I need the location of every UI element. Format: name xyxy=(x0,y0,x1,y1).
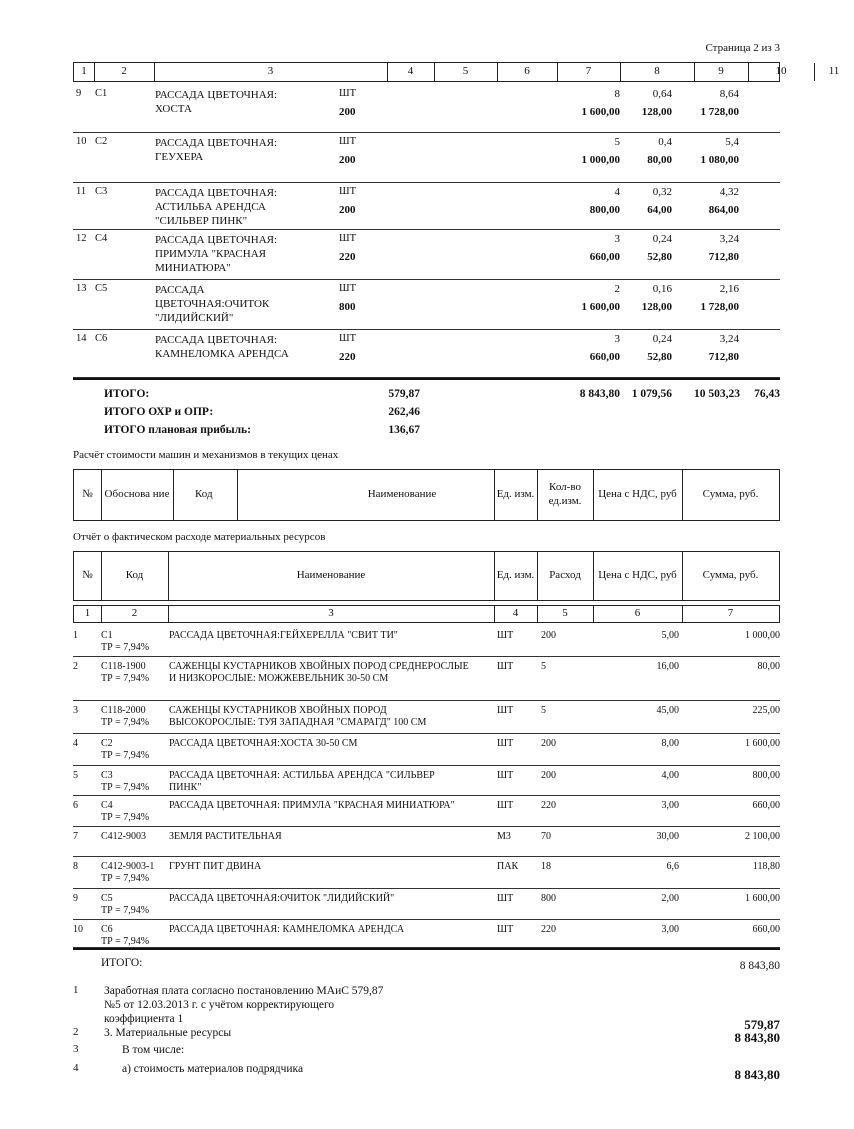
mat-row-code xyxy=(101,893,149,917)
row-name-line: РАССАДА ЦВЕТОЧНАЯ: xyxy=(155,137,278,149)
t1-h11: 11 xyxy=(828,65,840,78)
mat-row-sum: 1 600,00 xyxy=(745,893,780,904)
mat-row-tr: ТР = 7,94% xyxy=(101,812,150,823)
mat-h-sum: Сумма, руб. xyxy=(702,569,759,582)
row-qty: 220 xyxy=(339,351,356,363)
row-qty: 200 xyxy=(339,154,356,166)
mat-row-name-line1: РАССАДА ЦВЕТОЧНАЯ:ОЧИТОК "ЛИДИЙСКИЙ" xyxy=(169,893,395,904)
row-code: С6 xyxy=(95,333,108,344)
mat-row-unit: ШТ xyxy=(497,800,514,811)
row-c8-rate: 3 xyxy=(614,233,620,245)
mat-n5: 5 xyxy=(562,607,568,620)
summary-value: 8 843,80 xyxy=(734,1030,780,1045)
row-name xyxy=(155,88,277,116)
m-h-num: № xyxy=(82,488,93,501)
row-code: С4 xyxy=(95,233,108,244)
table1-row xyxy=(73,279,780,330)
row-c10-rate: 5,4 xyxy=(725,136,739,148)
mat-row-qty: 5 xyxy=(541,661,546,672)
mat-row-price: 8,00 xyxy=(661,738,679,749)
m-h-qty: Кол-во ед.изм. xyxy=(548,481,582,507)
row-name-line: "ЛИДИЙСКИЙ" xyxy=(155,312,234,324)
row-c10-amount: 1 728,00 xyxy=(700,301,739,313)
mat-row-code-text: С118-2000 xyxy=(101,705,146,716)
t1-h1: 1 xyxy=(81,65,87,78)
mat-row-price: 30,00 xyxy=(656,831,679,842)
row-c8-amount: 800,00 xyxy=(589,204,620,216)
mat-row-name-line2: И НИЗКОРОСЛЫЕ: МОЖЖЕВЕЛЬНИК 30-50 СМ xyxy=(169,673,389,684)
mat-row-name xyxy=(169,800,455,812)
summary-line: коэффициента 1 xyxy=(104,1013,184,1025)
row-c10-rate: 2,16 xyxy=(719,283,739,295)
mat-row-number: 8 xyxy=(73,861,78,872)
t1-h2: 2 xyxy=(121,65,127,78)
mat-row-qty: 200 xyxy=(541,738,556,749)
row-name xyxy=(155,186,277,228)
summary-line: 3. Материальные ресурсы xyxy=(104,1027,232,1039)
table1-row xyxy=(73,329,780,378)
mat-row-code-text: С4 xyxy=(101,800,113,811)
table1-row xyxy=(73,182,780,230)
row-c10-amount: 712,80 xyxy=(708,251,739,263)
row-name-line: ХОСТА xyxy=(155,103,192,115)
summary-line: а) стоимость материалов подрядчика xyxy=(122,1063,304,1075)
materials-total-value: 8 843,80 xyxy=(739,960,780,972)
mat-row-code xyxy=(101,705,149,729)
mat-h-unit: Ед. изм. xyxy=(496,569,535,582)
materials-row xyxy=(73,627,780,657)
summary-number: 2 xyxy=(73,1026,79,1038)
row-unit: ШТ xyxy=(339,88,357,99)
row-name-line: АСТИЛЬБА АРЕНДСА xyxy=(155,201,266,213)
materials-row xyxy=(73,890,780,920)
summary-value: 8 843,80 xyxy=(734,1067,780,1082)
mat-row-name xyxy=(169,770,435,794)
total-v5: 579,87 xyxy=(388,388,420,400)
mat-row-code xyxy=(101,800,149,824)
mat-row-sum: 80,00 xyxy=(757,661,780,672)
row-c9-amount: 80,00 xyxy=(647,154,672,166)
summary-line: №5 от 12.03.2013 г. с учётом корректирующего xyxy=(104,999,335,1011)
m-h-name: Наименование xyxy=(367,488,437,501)
mat-row-tr: ТР = 7,94% xyxy=(101,782,150,793)
row-c8-amount: 1 600,00 xyxy=(581,301,620,313)
row-c8-amount: 1 600,00 xyxy=(581,106,620,118)
mat-h-name: Наименование xyxy=(296,569,366,582)
profit-label: ИТОГО плановая прибыль: xyxy=(104,424,251,436)
mat-h-num: № xyxy=(82,569,93,582)
mat-row-qty: 200 xyxy=(541,770,556,781)
mat-row-price: 4,00 xyxy=(661,770,679,781)
mat-row-name xyxy=(169,630,398,642)
materials-row xyxy=(73,658,780,701)
mat-row-unit: ШТ xyxy=(497,893,514,904)
m-h-code: Код xyxy=(195,488,213,501)
row-c9-amount: 128,00 xyxy=(641,301,672,313)
row-c10-rate: 8,64 xyxy=(719,88,739,100)
mat-row-number: 1 xyxy=(73,630,78,641)
row-name-line: ГЕУХЕРА xyxy=(155,151,204,163)
table1-row xyxy=(73,229,780,280)
mat-row-qty: 70 xyxy=(541,831,551,842)
table1-row xyxy=(73,132,780,183)
row-c9-rate: 0,64 xyxy=(652,88,672,100)
summary-number: 3 xyxy=(73,1043,79,1055)
mat-row-name xyxy=(169,705,426,729)
mat-n4: 4 xyxy=(512,607,519,620)
mat-row-unit: ШТ xyxy=(497,705,514,716)
row-c9-amount: 52,80 xyxy=(647,251,672,263)
materials-row xyxy=(73,735,780,766)
summary-value: 579,87 xyxy=(744,1017,780,1032)
mat-row-name-line1: ЗЕМЛЯ РАСТИТЕЛЬНАЯ xyxy=(169,831,282,842)
summary-text xyxy=(104,984,383,1026)
row-c8-rate: 8 xyxy=(614,88,620,100)
row-name xyxy=(155,233,277,275)
row-c8-rate: 2 xyxy=(614,283,620,295)
mat-row-unit: ШТ xyxy=(497,924,514,935)
materials-numbers-row xyxy=(73,605,780,623)
mat-row-name-line1: РАССАДА ЦВЕТОЧНАЯ: АСТИЛЬБА АРЕНДСА "СИЛЬВЕР xyxy=(169,770,435,781)
row-name-line: РАССАДА ЦВЕТОЧНАЯ: xyxy=(155,187,278,199)
row-unit: ШТ xyxy=(339,233,357,244)
row-c10-rate: 3,24 xyxy=(719,233,739,245)
total-v8: 8 843,80 xyxy=(579,388,620,400)
summary-number: 4 xyxy=(73,1062,79,1074)
mat-row-unit: ШТ xyxy=(497,738,514,749)
row-qty: 200 xyxy=(339,204,356,216)
mat-row-sum: 2 100,00 xyxy=(745,831,780,842)
mat-row-number: 6 xyxy=(73,800,78,811)
mat-row-number: 10 xyxy=(73,924,83,935)
mat-row-sum: 800,00 xyxy=(752,770,780,781)
row-c8-rate: 4 xyxy=(614,186,620,198)
machines-title: Расчёт стоимости машин и механизмов в текущих ценах xyxy=(73,449,339,461)
row-number: 10 xyxy=(76,136,87,147)
t1-h9: 9 xyxy=(718,65,724,78)
materials-row xyxy=(73,921,780,948)
row-name-line: ПРИМУЛА "КРАСНАЯ xyxy=(155,248,266,260)
mat-row-price: 16,00 xyxy=(656,661,679,672)
mat-row-code xyxy=(101,770,149,794)
mat-row-name xyxy=(169,831,282,843)
row-c9-amount: 128,00 xyxy=(641,106,672,118)
row-qty: 220 xyxy=(339,251,356,263)
mat-n2: 2 xyxy=(131,607,138,620)
t1-h6: 6 xyxy=(524,65,530,78)
mat-row-sum: 118,80 xyxy=(752,861,780,872)
row-c9-rate: 0,24 xyxy=(652,233,672,245)
t1-h5: 5 xyxy=(462,65,469,78)
mat-row-price: 5,00 xyxy=(661,630,679,641)
mat-row-name-line1: РАССАДА ЦВЕТОЧНАЯ: КАМНЕЛОМКА АРЕНДСА xyxy=(169,924,405,935)
mat-h-price: Цена с НДС, руб xyxy=(598,569,677,582)
profit-value: 136,67 xyxy=(388,424,420,436)
materials-row xyxy=(73,858,780,889)
mat-row-sum: 1 000,00 xyxy=(745,630,780,641)
materials-row xyxy=(73,828,780,857)
mat-row-name-line1: РАССАДА ЦВЕТОЧНАЯ:ГЕЙХЕРЕЛЛА "СВИТ ТИ" xyxy=(169,630,398,641)
row-c10-rate: 3,24 xyxy=(719,333,739,345)
mat-row-name-line1: САЖЕНЦЫ КУСТАРНИКОВ ХВОЙНЫХ ПОРОД xyxy=(169,705,387,716)
mat-row-name xyxy=(169,893,394,905)
summary-line: В том числе: xyxy=(122,1044,185,1056)
row-name xyxy=(155,283,269,325)
row-name-line: КАМНЕЛОМКА АРЕНДСА xyxy=(155,348,289,360)
mat-row-name xyxy=(169,861,261,873)
m-h-basis: Обоснова ние xyxy=(104,488,170,501)
mat-row-number: 9 xyxy=(73,893,78,904)
table1-header xyxy=(73,62,840,82)
mat-row-tr: ТР = 7,94% xyxy=(101,905,150,916)
mat-row-unit: М3 xyxy=(497,831,511,842)
row-c9-rate: 0,32 xyxy=(652,186,672,198)
row-unit: ШТ xyxy=(339,136,357,147)
mat-h-qty: Расход xyxy=(549,569,581,582)
row-name xyxy=(155,136,277,164)
mat-row-unit: ПАК xyxy=(497,861,519,872)
materials-title: Отчёт о фактическом расходе материальных ресурсов xyxy=(73,531,326,543)
row-code: С5 xyxy=(95,283,108,294)
mat-row-tr: ТР = 7,94% xyxy=(101,673,150,684)
mat-row-number: 3 xyxy=(73,705,78,716)
row-c8-rate: 5 xyxy=(614,136,620,148)
summary-line: Заработная плата согласно постановлению МАиС 579,87 xyxy=(104,985,384,997)
row-number: 9 xyxy=(76,88,82,99)
mat-row-code xyxy=(101,661,149,685)
mat-row-code-text: С3 xyxy=(101,770,113,781)
row-c8-rate: 3 xyxy=(614,333,620,345)
row-qty: 800 xyxy=(339,301,356,313)
materials-row xyxy=(73,797,780,827)
row-c10-amount: 1 080,00 xyxy=(700,154,739,166)
summary-text xyxy=(122,1062,303,1076)
overhead-value: 262,46 xyxy=(388,406,420,418)
row-unit: ШТ xyxy=(339,283,357,294)
t1-h8: 8 xyxy=(654,65,660,78)
mat-row-code-text: С6 xyxy=(101,924,113,935)
mat-row-name-line2: ПИНК" xyxy=(169,782,202,793)
mat-row-qty: 5 xyxy=(541,705,546,716)
mat-row-name-line1: ГРУНТ ПИТ ДВИНА xyxy=(169,861,262,872)
table1-row xyxy=(73,84,780,133)
mat-row-sum: 660,00 xyxy=(752,924,780,935)
row-unit: ШТ xyxy=(339,186,357,197)
row-c10-amount: 712,80 xyxy=(708,351,739,363)
mat-row-name-line1: РАССАДА ЦВЕТОЧНАЯ: ПРИМУЛА "КРАСНАЯ МИНИАТЮРА" xyxy=(169,800,455,811)
t1-h7: 7 xyxy=(585,65,592,78)
row-name-line: МИНИАТЮРА" xyxy=(155,262,231,274)
mat-row-name-line1: САЖЕНЦЫ КУСТАРНИКОВ ХВОЙНЫХ ПОРОД СРЕДНЕРОСЛЫЕ xyxy=(169,661,469,672)
row-c9-rate: 0,24 xyxy=(652,333,672,345)
mat-row-tr: ТР = 7,94% xyxy=(101,873,150,884)
mat-row-qty: 18 xyxy=(541,861,551,872)
row-c8-amount: 1 000,00 xyxy=(581,154,620,166)
summary-text xyxy=(104,1026,231,1040)
row-number: 13 xyxy=(76,283,87,294)
materials-row xyxy=(73,767,780,796)
row-name-line: "СИЛЬВЕР ПИНК" xyxy=(155,215,248,227)
mat-row-name xyxy=(169,738,357,750)
mat-row-code-text: С5 xyxy=(101,893,113,904)
row-code: С3 xyxy=(95,186,108,197)
mat-row-number: 7 xyxy=(73,831,78,842)
row-name-line: ЦВЕТОЧНАЯ:ОЧИТОК xyxy=(155,298,270,310)
summary-number: 1 xyxy=(73,984,79,996)
row-number: 14 xyxy=(76,333,87,344)
mat-row-qty: 220 xyxy=(541,800,556,811)
mat-row-code-text: С2 xyxy=(101,738,113,749)
mat-row-name xyxy=(169,924,404,936)
row-c8-amount: 660,00 xyxy=(589,251,620,263)
mat-row-code-text: С412-9003-1 xyxy=(101,861,155,872)
mat-row-code-text: С412-9003 xyxy=(101,831,146,842)
t1-h4: 4 xyxy=(407,65,414,78)
materials-header xyxy=(73,551,780,601)
total-v10: 10 503,23 xyxy=(694,388,740,400)
row-name-line: РАССАДА ЦВЕТОЧНАЯ: xyxy=(155,89,278,101)
mat-n6: 6 xyxy=(634,607,641,620)
mat-row-sum: 225,00 xyxy=(752,705,780,716)
mat-n7: 7 xyxy=(727,607,734,620)
mat-row-tr: ТР = 7,94% xyxy=(101,717,150,728)
mat-row-sum: 1 600,00 xyxy=(745,738,780,749)
m-h-sum: Сумма, руб. xyxy=(702,488,759,501)
total-v9: 1 079,56 xyxy=(631,388,672,400)
total-v11: 76,43 xyxy=(754,388,780,400)
row-c10-amount: 1 728,00 xyxy=(700,106,739,118)
mat-n3: 3 xyxy=(328,607,334,620)
summary-text xyxy=(122,1043,184,1057)
t1-h3: 3 xyxy=(267,65,274,78)
mat-row-name-line1: РАССАДА ЦВЕТОЧНАЯ:ХОСТА 30-50 СМ xyxy=(169,738,358,749)
page-label: Страница 2 из 3 xyxy=(705,42,780,54)
mat-row-unit: ШТ xyxy=(497,770,514,781)
mat-row-qty: 220 xyxy=(541,924,556,935)
row-name-line: РАССАДА ЦВЕТОЧНАЯ: xyxy=(155,234,278,246)
mat-h-code: Код xyxy=(125,569,144,582)
row-unit: ШТ xyxy=(339,333,357,344)
materials-total-label: ИТОГО: xyxy=(101,957,143,969)
row-c9-rate: 0,4 xyxy=(658,136,672,148)
row-name-line: РАССАДА xyxy=(155,284,205,296)
mat-row-code xyxy=(101,738,149,762)
row-name xyxy=(155,333,289,361)
mat-row-code-text: С1 xyxy=(101,630,113,641)
overhead-label: ИТОГО ОХР и ОПР: xyxy=(104,406,214,418)
m-h-price: Цена с НДС, руб xyxy=(598,488,677,501)
mat-row-price: 3,00 xyxy=(661,924,679,935)
mat-row-price: 6,6 xyxy=(666,861,679,872)
mat-row-code xyxy=(101,831,146,843)
mat-row-qty: 200 xyxy=(541,630,556,641)
row-number: 11 xyxy=(76,186,87,197)
mat-row-price: 3,00 xyxy=(661,800,679,811)
row-number: 12 xyxy=(76,233,87,244)
mat-row-code xyxy=(101,630,149,654)
mat-row-number: 4 xyxy=(73,738,78,749)
row-name-line: РАССАДА ЦВЕТОЧНАЯ: xyxy=(155,334,278,346)
row-qty: 200 xyxy=(339,106,356,118)
total-label: ИТОГО: xyxy=(104,388,150,400)
row-c10-rate: 4,32 xyxy=(719,186,739,198)
materials-row xyxy=(73,702,780,734)
m-h-unit: Ед. изм. xyxy=(496,488,535,501)
mat-row-code-text: С118-1900 xyxy=(101,661,146,672)
row-c10-amount: 864,00 xyxy=(708,204,739,216)
mat-row-tr: ТР = 7,94% xyxy=(101,642,150,653)
mat-row-number: 2 xyxy=(73,661,78,672)
mat-row-price: 45,00 xyxy=(656,705,679,716)
mat-row-code xyxy=(101,924,149,948)
mat-row-unit: ШТ xyxy=(497,630,514,641)
row-code: С1 xyxy=(95,88,108,99)
mat-row-code xyxy=(101,861,154,885)
row-code: С2 xyxy=(95,136,108,147)
t1-h10: 10 xyxy=(775,65,787,78)
mat-row-tr: ТР = 7,94% xyxy=(101,936,150,947)
row-c8-amount: 660,00 xyxy=(589,351,620,363)
machines-header xyxy=(73,469,780,521)
mat-row-price: 2,00 xyxy=(661,893,679,904)
row-c9-amount: 64,00 xyxy=(647,204,672,216)
mat-row-name-line2: ВЫСОКОРОСЛЫЕ: ТУЯ ЗАПАДНАЯ "СМАРАГД" 100 СМ xyxy=(169,717,427,728)
mat-row-name xyxy=(169,661,469,685)
mat-row-unit: ШТ xyxy=(497,661,514,672)
mat-row-sum: 660,00 xyxy=(752,800,780,811)
mat-n1: 1 xyxy=(84,607,91,620)
mat-row-qty: 800 xyxy=(541,893,556,904)
mat-row-tr: ТР = 7,94% xyxy=(101,750,150,761)
row-c9-rate: 0,16 xyxy=(652,283,672,295)
mat-row-number: 5 xyxy=(73,770,78,781)
row-c9-amount: 52,80 xyxy=(647,351,672,363)
